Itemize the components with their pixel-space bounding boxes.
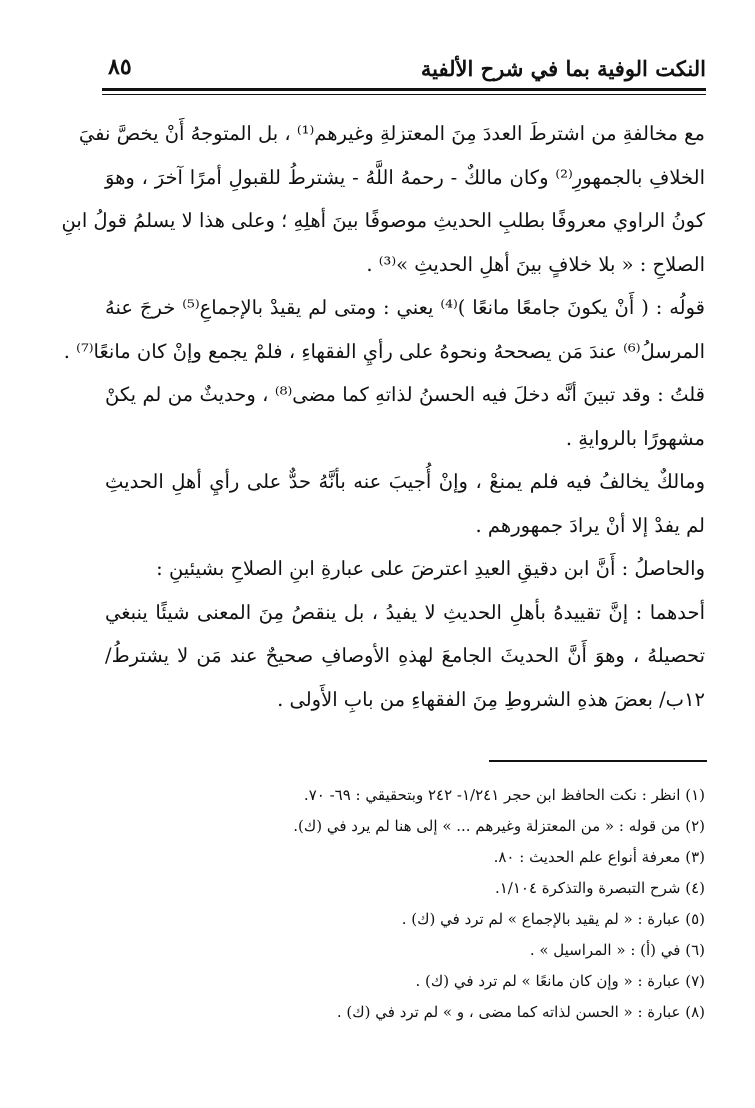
text-line: ١٢ب/ بعضَ هذهِ الشروطِ مِنَ الفقهاءِ من بابِ الأَولى . (277, 687, 705, 711)
running-title: النكت الوفية بما في شرح الألفية (420, 56, 706, 81)
main-text (61, 112, 705, 721)
text-line: الصلاحِ : « بلا خلافٍ بينَ أهلِ الحديثِ »⁽³⁾ . (366, 252, 705, 276)
footnote: (٣) معرفة أنواع علم الحديث : ٨٠. (493, 848, 705, 866)
page-header (108, 52, 706, 88)
text-line: لم يفدْ إلا أنْ يرادَ جمهورهم . (475, 513, 705, 537)
text-line: تحصيلهُ ، وهوَ أَنَّ الحديثَ الجامعَ لهذهِ الأوصافِ صحيحٌ عند مَن لا يشترطُ/ (105, 644, 705, 667)
footnotes (105, 780, 705, 1028)
text-line: مشهورًا بالروايةِ . (565, 426, 705, 450)
text-line: المرسلُ⁽⁶⁾ عندَ مَن يصححهُ ونحوهُ على رأيِ الفقهاءِ ، فلمْ يجمع وإنْ كان مانعًا⁽⁷⁾ . (63, 339, 705, 363)
header-rule-thin (102, 94, 706, 95)
page-number: ٨٥ (108, 54, 132, 80)
text-line: مع مخالفةِ من اشترطَ العددَ مِنَ المعتزلةِ وغيرهم⁽¹⁾ ، بل المتوجهُ أَنْ يخصَّ نفيَ (78, 122, 705, 145)
text-line: والحاصلُ : أَنَّ ابن دقيقِ العيدِ اعترضَ على عبارةِ ابنِ الصلاحِ بشيئينِ : (156, 557, 705, 580)
text-line: أحدهما : إنَّ تقييدهُ بأهلِ الحديثِ لا يفيدُ ، بل ينقصُ مِنَ المعنى شيئًا ينبغي (105, 600, 705, 624)
text-line: ومالكٌ يخالفُ فيه فلم يمنعْ ، وإنْ أُجيبَ عنه بأنَّهُ حدٌّ على رأيِ أهلِ الحديثِ (105, 470, 705, 493)
footnote: (٢) من قوله : « من المعتزلة وغيرهم ... » إلى هنا لم يرد في (ك). (293, 817, 705, 835)
footnote: (١) انظر : نكت الحافظ ابن حجر ١/٢٤١- ٢٤٢ وبتحقيقي : ٦٩- ٧٠. (303, 786, 705, 804)
text-line: قلتُ : وقد تبينَ أنَّه دخلَ فيه الحسنُ لذاتهِ كما مضى⁽⁸⁾ ، وحديثٌ من لم يكنْ (105, 383, 705, 406)
footnote: (٨) عبارة : « الحسن لذاته كما مضى ، و » لم ترد في (ك) . (336, 1003, 705, 1021)
footnote: (٧) عبارة : « وإن كان مانعًا » لم ترد في (ك) . (415, 972, 705, 990)
footnote: (٦) في (أ) : « المراسيل » . (529, 941, 705, 959)
text-line: الخلافِ بالجمهورِ⁽²⁾ وكان مالكٌ - رحمهُ اللَّهُ - يشترطُ للقبولِ أمرًا آخرَ ، وهوَ (105, 165, 705, 189)
footnote: (٤) شرح التبصرة والتذكرة ١/١٠٤. (494, 879, 705, 897)
text-line: كونُ الراوي معروفًا بطلبِ الحديثِ موصوفًا بينَ أهلِهِ ؛ وعلى هذا لا يسلمُ قولُ ابنِ (61, 209, 705, 232)
text-line: قولُه : ( أَنْ يكونَ جامعًا مانعًا )⁽⁴⁾ يعني : ومتى لم يقيدْ بالإجماعِ⁽⁵⁾ خرجَ عنهُ (105, 296, 705, 319)
footnote: (٥) عبارة : « لم يقيد بالإجماع » لم ترد في (ك) . (401, 910, 705, 928)
footnote-separator (489, 760, 707, 762)
header-rule-thick (102, 88, 706, 91)
